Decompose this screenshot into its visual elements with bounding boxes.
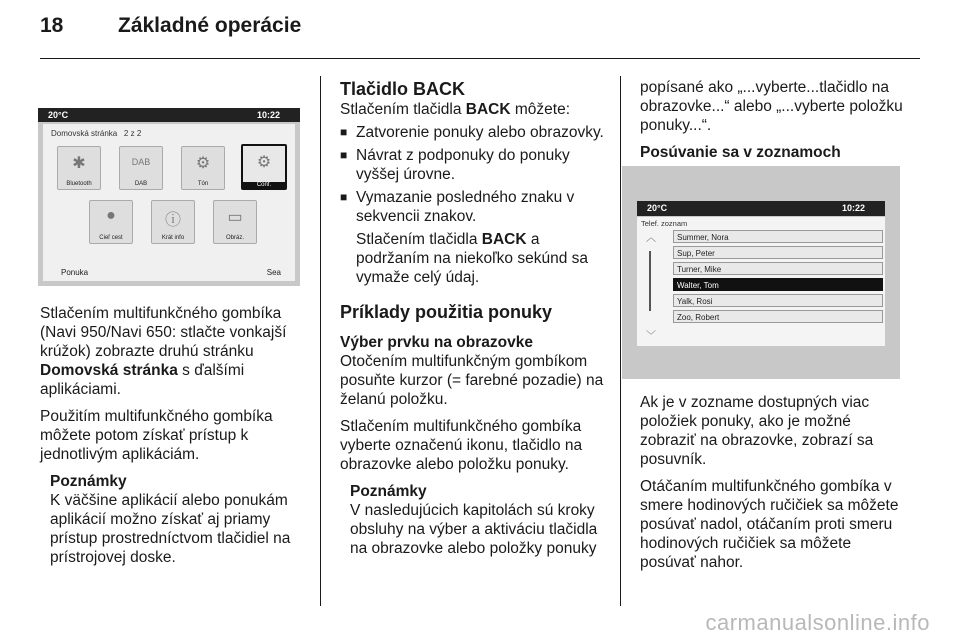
paragraph: popísané ako „...vyberte...tlačidlo na obrazovke...“ alebo „...vyberte položku ponuky...“. [640, 79, 903, 134]
note-text: V nasledujúcich kapitolách sú kroky obsluhy na výber a aktiváciu tlačidla na obrazovke alebo položky ponuky [350, 502, 598, 557]
note-text: K väčšine aplikácií alebo ponukám aplikácií možno získať aj priamy prístup prostredníctvom tlačidiel na prístrojovej doske. [50, 492, 291, 566]
list-item: Turner, Mike [673, 262, 883, 275]
screen-content [43, 124, 295, 281]
settings-icon: ⚙ [256, 154, 272, 171]
page-header [40, 14, 301, 38]
column-3-lower [640, 393, 910, 580]
tile-pictures: ▭ Obráz. [213, 200, 257, 244]
note-heading: Poznámky [350, 483, 427, 500]
list-item: Yalk, Rosi [673, 294, 883, 307]
paragraph: Otočením multifunkčným gombíkom posuňte kurzor (= farebné pozadie) na želanú položku. [340, 353, 604, 408]
screen-title: Telef. zoznam [641, 219, 688, 228]
phonebook-screen-figure [622, 166, 900, 379]
note [50, 472, 310, 567]
page-title: Základné operácie [118, 14, 302, 37]
temperature: 20°C [647, 203, 668, 213]
subheading: Posúvanie sa v zoznamoch [640, 144, 841, 161]
temperature: 20°C [48, 110, 69, 120]
tile-tone: ⚙ Tón [181, 146, 225, 190]
chevron-up-icon: ︿ [646, 233, 656, 244]
menu-label: Ponuka [61, 268, 89, 277]
column-divider [620, 76, 621, 606]
list-item: Zoo, Robert [673, 310, 883, 323]
column-divider [320, 76, 321, 606]
screen-title: Domovská stránka 2 z 2 [51, 129, 142, 138]
page-number: 18 [40, 14, 64, 37]
note [350, 482, 612, 558]
gear-icon: ⚙ [195, 155, 211, 172]
clock: 10:22 [256, 110, 280, 120]
list-item: Summer, Nora [673, 230, 883, 243]
list-item: ■ Vymazanie posledného znaku v sekvencii znakov. [340, 188, 612, 226]
section-heading: Príklady použitia ponuky [340, 302, 553, 322]
paragraph: Stlačením tlačidla BACK môžete: [340, 101, 571, 118]
bullet-list [340, 123, 612, 226]
list-item: Sup, Peter [673, 246, 883, 259]
paragraph: Otáčaním multifunkčného gombíka v smere hodinových ručičiek sa môžete posúvať nadol, otáčaním proti smeru hodinových ručičiek sa môžete posúvať nahor. [640, 478, 899, 571]
section-heading: Tlačidlo BACK [340, 79, 466, 99]
paragraph: Použitím multifunkčného gombíka môžete potom získať prístup k jednotlivým aplikáciám. [40, 408, 273, 463]
note-heading: Poznámky [50, 473, 127, 490]
paragraph: Stlačením tlačidla BACK a podržaním na niekoľko sekúnd sa vymaže celý údaj. [356, 231, 588, 286]
watermark: carmanualsonline.info [705, 610, 930, 635]
tile-info: ⓘ Krát info [151, 200, 195, 244]
bluetooth-icon: ✱ [72, 155, 86, 172]
globe-icon: ● [106, 207, 116, 224]
screen-content [637, 217, 885, 346]
status-bar [38, 108, 300, 122]
tile-dab: DAB DAB [119, 146, 163, 190]
column-1 [40, 304, 310, 567]
info-icon: ⓘ [164, 212, 181, 229]
tile-conf: ⚙ Conf. [241, 144, 287, 190]
dab-icon: DAB [131, 157, 151, 167]
chevron-down-icon: ﹀ [646, 331, 656, 342]
tile-destination: ● Cieľ cest [89, 200, 133, 244]
paragraph: Stlačením multifunkčného gombíka vyberte označenú ikonu, tlačidlo na obrazovke alebo položku ponuky. [340, 418, 583, 473]
home-screen-figure [38, 108, 300, 286]
list-item: ■ Zatvorenie ponuky alebo obrazovky. [340, 123, 612, 142]
paragraph: Ak je v zozname dostupných viac položiek ponuky, ako je možné zobraziť na obrazovke, zobrazí sa posuvník. [640, 394, 874, 468]
paragraph: Stlačením multifunkčného gombíka (Navi 950/Navi 650: stlačte vonkajší krúžok) zobrazte druhú stránku Domovská stránka s ďalšími aplikáciami. [40, 305, 287, 398]
header-rule [40, 58, 920, 59]
clock: 10:22 [841, 203, 865, 213]
column-2 [340, 78, 612, 558]
list-item-selected: Walter, Tom [673, 278, 883, 291]
sea-label: Sea [266, 268, 281, 277]
column-3 [640, 78, 910, 162]
tile-bluetooth: ✱ Bluetooth [57, 146, 101, 190]
status-bar [637, 201, 885, 216]
subheading: Výber prvku na obrazovke [340, 334, 533, 351]
list-item: ■ Návrat z podponuky do ponuky vyššej úrovne. [340, 146, 612, 184]
picture-icon: ▭ [227, 209, 243, 226]
scrollbar [649, 251, 651, 311]
